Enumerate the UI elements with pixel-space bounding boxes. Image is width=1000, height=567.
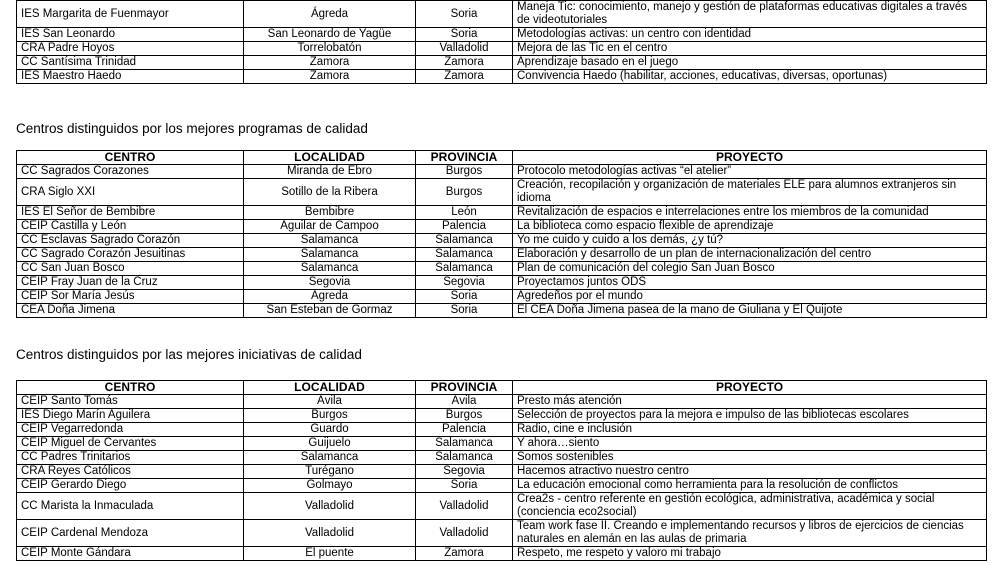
cell-proyecto: El CEA Doña Jimena pasea de la mano de Giuliana y El Quijote	[513, 304, 987, 318]
table-row	[17, 423, 987, 437]
cell-provincia: Segovia	[416, 276, 513, 290]
cell-provincia: Salamanca	[416, 248, 513, 262]
cell-localidad: Salamanca	[244, 248, 416, 262]
cell-centro: CEIP Cardenal Mendoza	[17, 520, 244, 547]
table-row	[17, 409, 987, 423]
cell-localidad: El puente	[244, 547, 416, 561]
heading-programas: Centros distinguidos por los mejores programas de calidad	[16, 121, 368, 136]
cell-proyecto: Hacemos atractivo nuestro centro	[513, 465, 987, 479]
cell-localidad: Zamora	[244, 70, 416, 84]
cell-proyecto: Y ahora…siento	[513, 437, 987, 451]
cell-centro: CEIP Sor María Jesús	[17, 290, 244, 304]
cell-provincia: Burgos	[416, 409, 513, 423]
cell-proyecto: La educación emocional como herramienta para la resolución de conflictos	[513, 479, 987, 493]
cell-centro: IES Maestro Haedo	[17, 70, 244, 84]
cell-localidad: Sotillo de la Ribera	[244, 179, 416, 206]
cell-localidad: Golmayo	[244, 479, 416, 493]
cell-centro: CRA Siglo XXI	[17, 179, 244, 206]
table-row	[17, 248, 987, 262]
table-row	[17, 179, 987, 206]
cell-localidad: Guardo	[244, 423, 416, 437]
header-localidad: LOCALIDAD	[244, 381, 416, 395]
table-row	[17, 493, 987, 520]
cell-localidad: Bembibre	[244, 206, 416, 220]
cell-proyecto: Proyectamos juntos ODS	[513, 276, 987, 290]
cell-centro: CC Padres Trinitarios	[17, 451, 244, 465]
cell-localidad: San Esteban de Gormaz	[244, 304, 416, 318]
cell-centro: CRA Padre Hoyos	[17, 42, 244, 56]
table-row	[17, 206, 987, 220]
cell-provincia: Burgos	[416, 179, 513, 206]
cell-proyecto: Creación, recopilación y organización de materiales ELE para alumnos extranjeros sin idioma	[513, 179, 987, 206]
cell-provincia: Zamora	[416, 547, 513, 561]
cell-proyecto: Yo me cuido y cuido a los demás, ¿y tú?	[513, 234, 987, 248]
table-row	[17, 165, 987, 179]
cell-centro: CEIP Monte Gándara	[17, 547, 244, 561]
cell-proyecto: Convivencia Haedo (habilitar, acciones, educativas, diversas, oportunas)	[513, 70, 987, 84]
cell-proyecto: La biblioteca como espacio flexible de aprendizaje	[513, 220, 987, 234]
header-centro: CENTRO	[17, 381, 244, 395]
cell-proyecto: Team work fase II. Creando e implementando recursos y libros de ejercicios de ciencias naturales en alemán en las aulas de primaria	[513, 520, 987, 547]
table-row	[17, 451, 987, 465]
cell-centro: CEIP Santo Tomás	[17, 395, 244, 409]
cell-provincia: Soria	[416, 1, 513, 28]
table-row	[17, 220, 987, 234]
cell-provincia: Soria	[416, 290, 513, 304]
cell-provincia: Salamanca	[416, 451, 513, 465]
table-row	[17, 262, 987, 276]
header-proyecto: PROYECTO	[513, 151, 987, 165]
cell-proyecto: Protocolo metodologías activas “el atelier”	[513, 165, 987, 179]
table-row	[17, 304, 987, 318]
cell-proyecto: Maneja Tic: conocimiento, manejo y gestión de plataformas educativas digitales a través de videotutoriales	[513, 1, 987, 28]
cell-localidad: Turégano	[244, 465, 416, 479]
cell-proyecto: Radio, cine e inclusión	[513, 423, 987, 437]
table-header-row	[17, 151, 987, 165]
table-row	[17, 479, 987, 493]
cell-provincia: Zamora	[416, 70, 513, 84]
table-row	[17, 1, 987, 28]
cell-localidad: Zamora	[244, 56, 416, 70]
cell-provincia: Segovia	[416, 465, 513, 479]
cell-localidad: Segovia	[244, 276, 416, 290]
cell-localidad: Salamanca	[244, 451, 416, 465]
header-centro: CENTRO	[17, 151, 244, 165]
cell-centro: CC Sagrados Corazones	[17, 165, 244, 179]
table-row	[17, 520, 987, 547]
cell-provincia: Salamanca	[416, 262, 513, 276]
table-innovation	[16, 0, 987, 84]
cell-provincia: Valladolid	[416, 493, 513, 520]
cell-provincia: Soria	[416, 479, 513, 493]
cell-localidad: Salamanca	[244, 262, 416, 276]
cell-centro: CEIP Gerardo Diego	[17, 479, 244, 493]
header-localidad: LOCALIDAD	[244, 151, 416, 165]
cell-centro: CC Sagrado Corazón Jesuitinas	[17, 248, 244, 262]
table-row	[17, 42, 987, 56]
cell-proyecto: Mejora de las Tic en el centro	[513, 42, 987, 56]
cell-proyecto: Revitalización de espacios e interrelaciones entre los miembros de la comunidad	[513, 206, 987, 220]
cell-centro: CC Marista la Inmaculada	[17, 493, 244, 520]
cell-provincia: Salamanca	[416, 437, 513, 451]
cell-centro: CC San Juan Bosco	[17, 262, 244, 276]
cell-proyecto: Plan de comunicación del colegio San Juan Bosco	[513, 262, 987, 276]
table-row	[17, 276, 987, 290]
cell-proyecto: Metodologías activas: un centro con identidad	[513, 28, 987, 42]
table-header-row	[17, 381, 987, 395]
table-row	[17, 28, 987, 42]
cell-localidad: Ágreda	[244, 1, 416, 28]
cell-provincia: Palencia	[416, 423, 513, 437]
cell-provincia: Ávila	[416, 395, 513, 409]
cell-provincia: León	[416, 206, 513, 220]
cell-provincia: Soria	[416, 28, 513, 42]
table-programas	[16, 150, 987, 318]
cell-localidad: Salamanca	[244, 234, 416, 248]
cell-provincia: Salamanca	[416, 234, 513, 248]
cell-localidad: Miranda de Ebro	[244, 165, 416, 179]
cell-centro: CRA Reyes Católicos	[17, 465, 244, 479]
cell-proyecto: Agredeños por el mundo	[513, 290, 987, 304]
cell-localidad: Valladolid	[244, 520, 416, 547]
table-row	[17, 395, 987, 409]
cell-centro: CEIP Vegarredonda	[17, 423, 244, 437]
table-row	[17, 547, 987, 561]
cell-centro: CEA Doña Jimena	[17, 304, 244, 318]
cell-provincia: Burgos	[416, 165, 513, 179]
cell-provincia: Valladolid	[416, 520, 513, 547]
heading-iniciativas: Centros distinguidos por las mejores iniciativas de calidad	[16, 347, 362, 362]
cell-proyecto: Aprendizaje basado en el juego	[513, 56, 987, 70]
cell-provincia: Soria	[416, 304, 513, 318]
cell-provincia: Valladolid	[416, 42, 513, 56]
table-row	[17, 56, 987, 70]
table-row	[17, 465, 987, 479]
table-row	[17, 437, 987, 451]
cell-localidad: Aguilar de Campoo	[244, 220, 416, 234]
cell-proyecto: Elaboración y desarrollo de un plan de internacionalización del centro	[513, 248, 987, 262]
header-provincia: PROVINCIA	[416, 381, 513, 395]
table-row	[17, 290, 987, 304]
cell-centro: IES El Señor de Bembibre	[17, 206, 244, 220]
cell-centro: CEIP Fray Juan de la Cruz	[17, 276, 244, 290]
cell-proyecto: Crea2s - centro referente en gestión ecológica, administrativa, académica y social (conciencia eco2social)	[513, 493, 987, 520]
cell-proyecto: Presto más atención	[513, 395, 987, 409]
table-iniciativas	[16, 380, 987, 561]
header-provincia: PROVINCIA	[416, 151, 513, 165]
cell-provincia: Palencia	[416, 220, 513, 234]
cell-proyecto: Respeto, me respeto y valoro mi trabajo	[513, 547, 987, 561]
cell-centro: IES San Leonardo	[17, 28, 244, 42]
table-row	[17, 70, 987, 84]
cell-provincia: Zamora	[416, 56, 513, 70]
cell-centro: CEIP Miguel de Cervantes	[17, 437, 244, 451]
cell-centro: IES Diego Marín Aguilera	[17, 409, 244, 423]
cell-proyecto: Selección de proyectos para la mejora e impulso de las bibliotecas escolares	[513, 409, 987, 423]
cell-localidad: Valladolid	[244, 493, 416, 520]
table-row	[17, 234, 987, 248]
cell-localidad: Guijuelo	[244, 437, 416, 451]
cell-localidad: Torrelobatón	[244, 42, 416, 56]
cell-localidad: Ágreda	[244, 290, 416, 304]
header-proyecto: PROYECTO	[513, 381, 987, 395]
cell-localidad: Burgos	[244, 409, 416, 423]
cell-proyecto: Somos sostenibles	[513, 451, 987, 465]
cell-centro: CC Esclavas Sagrado Corazón	[17, 234, 244, 248]
cell-centro: IES Margarita de Fuenmayor	[17, 1, 244, 28]
cell-centro: CC Santísima Trinidad	[17, 56, 244, 70]
cell-localidad: Ávila	[244, 395, 416, 409]
cell-localidad: San Leonardo de Yagüe	[244, 28, 416, 42]
cell-centro: CEIP Castilla y León	[17, 220, 244, 234]
